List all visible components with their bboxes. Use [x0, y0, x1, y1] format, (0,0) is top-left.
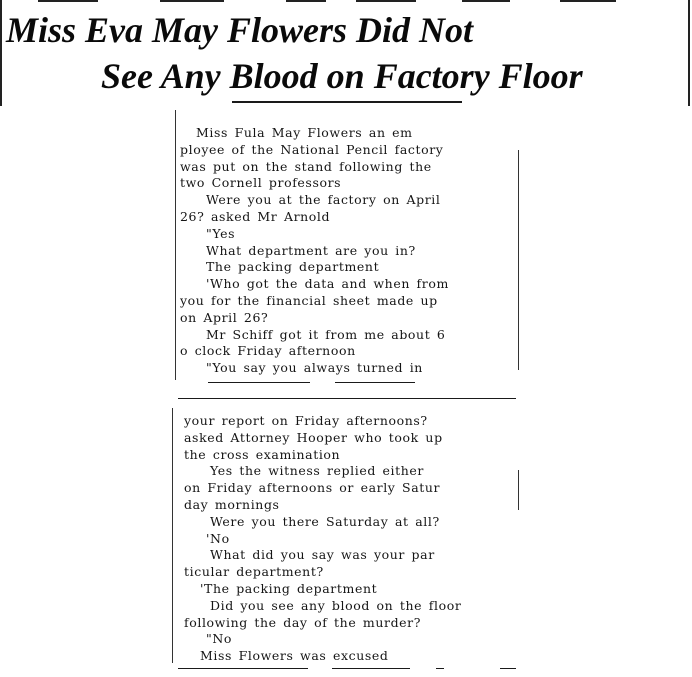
- section-separator: [178, 398, 516, 399]
- article-line: "You say you always turned in: [206, 360, 423, 376]
- article-line: following the day of the murder?: [184, 614, 422, 630]
- top-rule: [462, 0, 510, 2]
- article-line: on Friday afternoons or early Satur: [184, 480, 441, 496]
- column-right-border: [518, 470, 519, 510]
- headline-line-2: See Any Blood on Factory Floor: [101, 56, 583, 96]
- article-line: Were you at the factory on April: [206, 192, 441, 208]
- column-right-border: [518, 150, 519, 370]
- article-line: asked Attorney Hooper who took up: [184, 429, 443, 445]
- article-line: ployee of the National Pencil factory: [180, 141, 444, 157]
- article-block-2: [184, 413, 461, 665]
- article-line: your report on Friday afternoons?: [184, 413, 428, 428]
- bottom-rule: [178, 668, 308, 669]
- article-line: Mr Schiff got it from me about 6: [206, 326, 446, 342]
- article-line: was put on the stand following the: [180, 158, 432, 174]
- bottom-rule: [436, 668, 444, 669]
- article-line: two Cornell professors: [180, 175, 342, 191]
- top-rule: [560, 0, 616, 2]
- article-line: 'The packing department: [200, 580, 378, 596]
- article-line: ticular department?: [184, 564, 324, 580]
- bottom-rule: [500, 668, 516, 669]
- article-line: What did you say was your par: [210, 547, 435, 563]
- bottom-rule: [332, 668, 410, 669]
- headline: [0, 8, 692, 98]
- column-left-border: [172, 408, 173, 663]
- article-line: The packing department: [206, 259, 380, 275]
- article-line: "No: [206, 631, 233, 647]
- article-line: the cross examination: [184, 446, 341, 462]
- article-block-1: [180, 125, 449, 377]
- article-line: Did you see any blood on the floor: [210, 597, 462, 613]
- section-separator: [208, 382, 310, 383]
- headline-line-1: Miss Eva May Flowers Did Not: [6, 10, 474, 50]
- article-line: you for the financial sheet made up: [180, 292, 438, 308]
- article-line: 'Who got the data and when from: [206, 276, 449, 292]
- top-rule: [160, 0, 224, 2]
- article-line: 26? asked Mr Arnold: [180, 208, 331, 224]
- top-rule: [356, 0, 416, 2]
- article-line: "Yes: [206, 225, 236, 241]
- article-line: o clock Friday afternoon: [180, 343, 356, 359]
- article-line: day mornings: [184, 496, 280, 512]
- article-line: Were you there Saturday at all?: [210, 513, 440, 529]
- article-line: Miss Flowers was excused: [200, 648, 389, 664]
- article-line: Yes the witness replied either: [210, 463, 424, 479]
- article-line: on April 26?: [180, 309, 269, 325]
- headline-underline: [232, 101, 462, 103]
- top-rule: [286, 0, 326, 2]
- article-line: 'No: [206, 530, 230, 546]
- column-left-border: [175, 110, 176, 380]
- section-separator: [335, 382, 415, 383]
- article-line: What department are you in?: [206, 242, 416, 258]
- top-rule: [38, 0, 98, 2]
- article-line: Miss Fula May Flowers an em: [196, 125, 413, 140]
